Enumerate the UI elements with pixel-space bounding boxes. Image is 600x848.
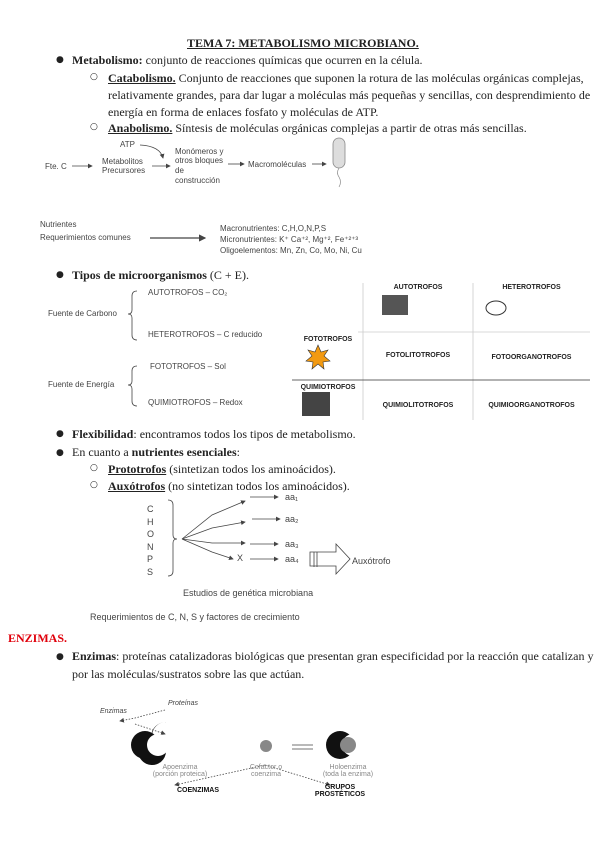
term: Enzimas — [72, 649, 117, 663]
label: (toda la enzima) — [322, 771, 374, 778]
text: En cuanto a — [72, 445, 132, 459]
label: Fuente de Energía — [48, 380, 115, 389]
table-header: FOTOTROFOS — [303, 336, 353, 343]
page-title: TEMA 7: METABOLISMO MICROBIANO. — [187, 36, 419, 50]
term: nutrientes esenciales — [131, 445, 237, 459]
label: Macronutrientes: C,H,O,N,P,S — [220, 224, 327, 233]
label: Monómeros y — [175, 147, 224, 156]
definition: relativamente grandes, para dar lugar a moléculas más pequeñas y sencillas, con desprendimiento de — [108, 88, 591, 102]
circle-bullet-icon: ○ — [90, 122, 98, 132]
label: Requerimientos comunes — [40, 233, 131, 242]
definition: (no sintetizan todos los aminoácidos). — [165, 479, 350, 493]
definition: Conjunto de reacciones que suponen la rotura de las moléculas orgánicas complejas, — [178, 71, 584, 85]
label: FOTOTROFOS – Sol — [150, 362, 226, 371]
letter: C — [147, 504, 154, 514]
label: Fuente de Carbono — [48, 309, 117, 318]
table-cell: QUIMIOORGANOTROFOS — [488, 402, 575, 409]
table-header: AUTOTROFOS — [393, 284, 443, 291]
term: Auxótrofos — [108, 479, 166, 493]
output-label: aa₄ — [285, 554, 299, 564]
table-header: QUIMIOTROFOS — [300, 384, 356, 391]
label: Apoenzima — [162, 764, 198, 771]
bullet-icon: ● — [56, 429, 64, 439]
definition: Síntesis de moléculas orgánicas complejas a partir de otras más sencillas. — [175, 121, 527, 135]
section-heading: ENZIMAS. — [8, 631, 68, 645]
output-label: aa₁ — [285, 492, 299, 502]
term: Flexibilidad — [72, 427, 134, 441]
label: COENZIMAS — [177, 787, 219, 794]
label: AUTOTROFOS – CO₂ — [148, 288, 228, 297]
bullet-icon: ● — [56, 652, 64, 662]
label: GRUPOS — [324, 784, 356, 791]
text: : — [236, 445, 240, 459]
term: Anabolismo. — [108, 121, 173, 135]
bullet-icon: ● — [56, 448, 64, 458]
autotroph-photo — [382, 295, 408, 315]
label: Holoenzima — [329, 764, 367, 771]
label: de — [175, 166, 184, 175]
label: Fte. C — [45, 162, 67, 171]
table-cell: FOTOLITOTROFOS — [385, 352, 451, 359]
letter: S — [147, 566, 154, 577]
cofactor-shape — [260, 740, 272, 752]
output-label: aa₂ — [285, 514, 299, 524]
output-label: aa₃ — [285, 539, 299, 549]
term: Catabolismo. — [108, 71, 176, 85]
label: Cofactor o — [249, 764, 283, 771]
definition: por las moléculas/sustratos sobre las que actúan. — [72, 667, 305, 681]
term: Tipos de microorganismos — [72, 268, 207, 282]
block-mark: X — [237, 553, 244, 563]
table-cell: FOTOORGANOTROFOS — [491, 354, 572, 361]
label: Enzimas — [100, 708, 127, 715]
sun-icon — [306, 345, 330, 369]
definition: : encontramos todos los tipos de metabolismo. — [133, 427, 356, 441]
label: Micronutrientes: K⁺ Ca⁺², Mg⁺², Fe⁺²⁺³ — [220, 235, 359, 244]
label: QUIMIOTROFOS – Redox — [148, 398, 243, 407]
label: construcción — [175, 176, 220, 185]
definition: : proteínas catalizadoras biológicas que presentan gran especificidad por la reacción que catalizan y — [116, 649, 594, 663]
table-cell: QUIMIOLITOTROFOS — [382, 402, 454, 409]
label: Auxótrofo — [352, 556, 391, 566]
definition: conjunto de reacciones químicas que ocurren en la célula. — [145, 53, 423, 67]
chemotroph-photo — [302, 392, 330, 416]
letter: O — [147, 529, 155, 540]
letter: H — [147, 516, 154, 527]
definition: (sintetizan todos los aminoácidos). — [166, 462, 336, 476]
label: Macromoléculas — [248, 160, 307, 169]
label: Nutrientes — [40, 220, 77, 229]
term: Metabolismo: — [72, 53, 143, 67]
table-header: HETEROTROFOS — [502, 284, 561, 291]
bullet-icon: ● — [56, 270, 64, 280]
label: Proteínas — [168, 700, 198, 707]
circle-bullet-icon: ○ — [90, 72, 98, 82]
label: Precursores — [102, 166, 146, 175]
label: (porción proteica) — [152, 771, 208, 778]
definition: energía en forma de enlaces fosfato y moléculas de ATP. — [108, 105, 379, 119]
label: coenzima — [251, 771, 281, 778]
circle-bullet-icon: ○ — [90, 463, 98, 473]
label: otros bloques — [175, 156, 224, 165]
label: Metabolitos — [102, 157, 143, 166]
letter: N — [147, 541, 154, 552]
caption: Estudios de genética microbiana — [183, 588, 314, 598]
term: Prototrofos — [108, 462, 167, 476]
caption: Requerimientos de C, N, S y factores de crecimiento — [90, 612, 300, 622]
bacterium-icon — [333, 138, 345, 168]
label: HETEROTROFOS – C reducido — [148, 330, 263, 339]
label: ATP — [120, 140, 135, 149]
definition: (C + E). — [206, 268, 249, 282]
bullet-icon: ● — [56, 55, 64, 65]
letter: P — [147, 554, 154, 565]
label: Oligoelementos: Mn, Zn, Co, Mo, Ni, Cu — [220, 246, 362, 255]
circle-bullet-icon: ○ — [90, 480, 98, 490]
label: PROSTÉTICOS — [314, 791, 366, 798]
